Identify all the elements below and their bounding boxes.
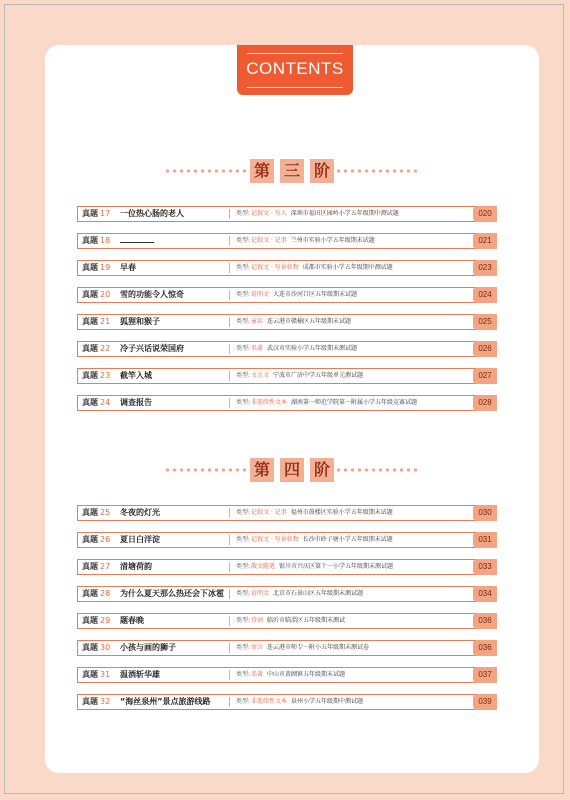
contents-header-tab bbox=[237, 45, 353, 95]
toc-row[interactable] bbox=[77, 667, 497, 683]
page-number-tab: 024 bbox=[473, 287, 497, 303]
row-label: 真题 bbox=[82, 643, 98, 652]
genre-tag: 说明文 bbox=[251, 291, 270, 298]
page-number-tab: 033 bbox=[473, 559, 497, 575]
source-text: 武汉市实验小学五年级期末测试题 bbox=[267, 345, 358, 352]
tab-top-rule bbox=[247, 53, 343, 54]
genre-tag: 记叙文 · 写景状物 bbox=[251, 264, 299, 271]
page-number-tab: 023 bbox=[473, 260, 497, 276]
row-label: 真题 bbox=[82, 589, 98, 598]
row-number: 20 bbox=[100, 290, 111, 299]
genre-tag: 名著 bbox=[251, 671, 264, 678]
row-meta bbox=[236, 234, 375, 248]
page-frame bbox=[4, 4, 564, 794]
row-number: 29 bbox=[100, 616, 111, 625]
row-separator bbox=[229, 263, 230, 273]
genre-tag: 童话 bbox=[251, 318, 264, 325]
row-title: 雪的功能令人惊奇 bbox=[120, 290, 184, 299]
source-text: 大连市沙河口区五年级期末试题 bbox=[273, 291, 358, 298]
genre-tag: 记叙文 · 记事 bbox=[251, 509, 287, 516]
row-title: 温酒斩华雄 bbox=[120, 670, 160, 679]
type-label: 类型: bbox=[236, 345, 251, 352]
type-label: 类型: bbox=[236, 671, 251, 678]
toc-row[interactable] bbox=[77, 395, 497, 411]
contents-page bbox=[45, 45, 539, 773]
source-text: 兰州市实验小学五年级期末试题 bbox=[290, 237, 375, 244]
genre-tag: 记叙文 · 写景状物 bbox=[251, 536, 299, 543]
row-meta bbox=[236, 668, 345, 682]
row-separator bbox=[229, 236, 230, 246]
row-meta bbox=[236, 695, 363, 709]
source-text: 宁波市广济中学五年级单元测试题 bbox=[273, 372, 364, 379]
row-title: 夏日白洋淀 bbox=[120, 535, 160, 544]
page-number-tab: 037 bbox=[473, 667, 497, 683]
genre-tag: 非连续性文本 bbox=[251, 698, 288, 705]
row-label: 真题 bbox=[82, 290, 98, 299]
row-separator bbox=[229, 535, 230, 545]
row-title: 调查报告 bbox=[120, 398, 152, 407]
page-number-tab: 021 bbox=[473, 233, 497, 249]
type-label: 类型: bbox=[236, 698, 251, 705]
row-separator bbox=[229, 562, 230, 572]
row-separator bbox=[229, 317, 230, 327]
section-title-char: 第 bbox=[250, 159, 274, 183]
toc-row[interactable] bbox=[77, 287, 497, 303]
row-label: 真题 bbox=[82, 371, 98, 380]
type-label: 类型: bbox=[236, 399, 251, 406]
genre-tag: 记叙文 · 写人 bbox=[251, 210, 287, 217]
row-meta bbox=[236, 641, 369, 655]
row-separator bbox=[229, 209, 230, 219]
dotted-divider-left bbox=[164, 466, 250, 474]
toc-row[interactable] bbox=[77, 260, 497, 276]
page-number-tab: 025 bbox=[473, 314, 497, 330]
genre-tag: 非连续性文本 bbox=[251, 399, 288, 406]
genre-tag: 文言文 bbox=[251, 372, 270, 379]
source-text: 北京市石景山区五年级期末测试题 bbox=[273, 590, 364, 597]
contents-title: CONTENTS bbox=[246, 59, 344, 78]
row-meta bbox=[236, 207, 399, 221]
page-number-tab: 030 bbox=[473, 505, 497, 521]
row-separator bbox=[229, 589, 230, 599]
type-label: 类型: bbox=[236, 237, 251, 244]
genre-tag: 记叙文 · 记事 bbox=[251, 237, 287, 244]
type-label: 类型: bbox=[236, 291, 251, 298]
row-title: 狐狸和猴子 bbox=[120, 317, 160, 326]
genre-tag: 散文随笔 bbox=[251, 563, 276, 570]
page-number-tab: 031 bbox=[473, 532, 497, 548]
row-number: 17 bbox=[100, 209, 111, 218]
row-meta bbox=[236, 369, 363, 383]
toc-row[interactable] bbox=[77, 233, 497, 249]
toc-row[interactable] bbox=[77, 206, 497, 222]
genre-tag: 说明文 bbox=[251, 590, 270, 597]
dotted-divider-left bbox=[164, 167, 250, 175]
toc-row[interactable] bbox=[77, 341, 497, 357]
type-label: 类型: bbox=[236, 617, 251, 624]
section-title-char: 阶 bbox=[310, 159, 334, 183]
toc-row[interactable] bbox=[77, 586, 497, 602]
row-title: 早春 bbox=[120, 263, 136, 272]
source-text: 深圳市福田区园岭小学五年级期中测试题 bbox=[290, 210, 399, 217]
type-label: 类型: bbox=[236, 372, 251, 379]
row-title: 小孩与画的狮子 bbox=[120, 643, 176, 652]
genre-tag: 名著 bbox=[251, 345, 264, 352]
row-title: 冬夜的灯光 bbox=[120, 508, 160, 517]
type-label: 类型: bbox=[236, 536, 251, 543]
row-separator bbox=[229, 371, 230, 381]
source-text: 临沂市临淄区五年级期末测试 bbox=[267, 617, 346, 624]
type-label: 类型: bbox=[236, 509, 251, 516]
toc-row[interactable] bbox=[77, 694, 497, 710]
page-number-tab: 020 bbox=[473, 206, 497, 222]
row-label: 真题 bbox=[82, 697, 98, 706]
row-separator bbox=[229, 344, 230, 354]
row-number: 26 bbox=[100, 535, 111, 544]
dotted-divider-right bbox=[335, 466, 421, 474]
toc-row[interactable] bbox=[77, 532, 497, 548]
type-label: 类型: bbox=[236, 563, 251, 570]
section-title-3 bbox=[45, 159, 539, 185]
toc-row[interactable] bbox=[77, 505, 497, 521]
page-number-tab: 036 bbox=[473, 640, 497, 656]
row-title: 清塘荷韵 bbox=[120, 562, 152, 571]
row-meta bbox=[236, 288, 357, 302]
source-text: 中山市黄圃镇五年级期末试题 bbox=[267, 671, 346, 678]
row-title: 截竿入城 bbox=[120, 371, 152, 380]
type-label: 类型: bbox=[236, 264, 251, 271]
section-title-char: 阶 bbox=[310, 458, 334, 482]
tab-bottom-rule bbox=[247, 87, 343, 88]
row-number: 32 bbox=[100, 697, 111, 706]
page-number-tab: 036 bbox=[473, 613, 497, 629]
row-label: 真题 bbox=[82, 209, 98, 218]
section-title-char: 四 bbox=[280, 458, 304, 482]
row-label: 真题 bbox=[82, 236, 98, 245]
row-number: 18 bbox=[100, 236, 111, 245]
page-number-tab: 028 bbox=[473, 395, 497, 411]
source-text: 成都市实验小学五年级期中测试题 bbox=[302, 264, 393, 271]
row-number: 23 bbox=[100, 371, 111, 380]
row-title: “海丝泉州”景点旅游线路 bbox=[120, 697, 211, 706]
row-separator bbox=[229, 508, 230, 518]
genre-tag: 寓言 bbox=[251, 644, 264, 651]
row-label: 真题 bbox=[82, 263, 98, 272]
row-label: 真题 bbox=[82, 670, 98, 679]
page-number-tab: 026 bbox=[473, 341, 497, 357]
row-meta bbox=[236, 342, 357, 356]
row-meta bbox=[236, 396, 417, 410]
source-text: 银川市兴庆区第十一小学五年级期末测试题 bbox=[279, 563, 394, 570]
fill-in-blank bbox=[120, 234, 154, 243]
source-text: 长沙市砂子塘小学五年级期末试题 bbox=[302, 536, 393, 543]
toc-row[interactable] bbox=[77, 559, 497, 575]
source-text: 连云港市赣榆区五年级期末试题 bbox=[267, 318, 352, 325]
row-title: 一位热心肠的老人 bbox=[120, 209, 184, 218]
row-number: 22 bbox=[100, 344, 111, 353]
row-separator bbox=[229, 398, 230, 408]
row-title-blank bbox=[120, 234, 154, 248]
row-title: 题春晚 bbox=[120, 616, 144, 625]
dotted-divider-right bbox=[335, 167, 421, 175]
row-title: 为什么夏天那么热还会下冰雹 bbox=[120, 589, 224, 598]
row-meta bbox=[236, 560, 393, 574]
type-label: 类型: bbox=[236, 318, 251, 325]
source-text: 连云港市师专一附小五年级期末测试卷 bbox=[267, 644, 370, 651]
source-text: 泉州小学五年级期中测试题 bbox=[291, 698, 364, 705]
row-label: 真题 bbox=[82, 508, 98, 517]
section-title-4 bbox=[45, 458, 539, 484]
row-number: 25 bbox=[100, 508, 111, 517]
row-meta bbox=[236, 614, 345, 628]
row-label: 真题 bbox=[82, 317, 98, 326]
row-label: 真题 bbox=[82, 535, 98, 544]
source-text: 湖南第一师范学院第一附属小学五年级竞赛试题 bbox=[291, 399, 418, 406]
row-number: 21 bbox=[100, 317, 111, 326]
row-number: 28 bbox=[100, 589, 111, 598]
row-separator bbox=[229, 670, 230, 680]
row-label: 真题 bbox=[82, 616, 98, 625]
row-label: 真题 bbox=[82, 562, 98, 571]
toc-row[interactable] bbox=[77, 314, 497, 330]
page-number-tab: 039 bbox=[473, 694, 497, 710]
section-title-char: 第 bbox=[250, 458, 274, 482]
row-meta bbox=[236, 261, 393, 275]
type-label: 类型: bbox=[236, 210, 251, 217]
row-title: 冷子兴话说荣国府 bbox=[120, 344, 184, 353]
section-title-char: 三 bbox=[280, 159, 304, 183]
row-separator bbox=[229, 643, 230, 653]
row-meta bbox=[236, 533, 393, 547]
genre-tag: 诗词 bbox=[251, 617, 264, 624]
source-text: 福州市鼓楼区实验小学五年级期末试题 bbox=[290, 509, 393, 516]
row-meta bbox=[236, 506, 393, 520]
type-label: 类型: bbox=[236, 590, 251, 597]
toc-row[interactable] bbox=[77, 640, 497, 656]
page-number-tab: 027 bbox=[473, 368, 497, 384]
type-label: 类型: bbox=[236, 644, 251, 651]
row-number: 24 bbox=[100, 398, 111, 407]
row-number: 31 bbox=[100, 670, 111, 679]
row-label: 真题 bbox=[82, 344, 98, 353]
row-separator bbox=[229, 697, 230, 707]
toc-row[interactable] bbox=[77, 368, 497, 384]
row-number: 19 bbox=[100, 263, 111, 272]
row-label: 真题 bbox=[82, 398, 98, 407]
row-number: 27 bbox=[100, 562, 111, 571]
row-number: 30 bbox=[100, 643, 111, 652]
page-number-tab: 034 bbox=[473, 586, 497, 602]
toc-row[interactable] bbox=[77, 613, 497, 629]
row-separator bbox=[229, 616, 230, 626]
row-meta bbox=[236, 587, 363, 601]
row-separator bbox=[229, 290, 230, 300]
row-meta bbox=[236, 315, 351, 329]
